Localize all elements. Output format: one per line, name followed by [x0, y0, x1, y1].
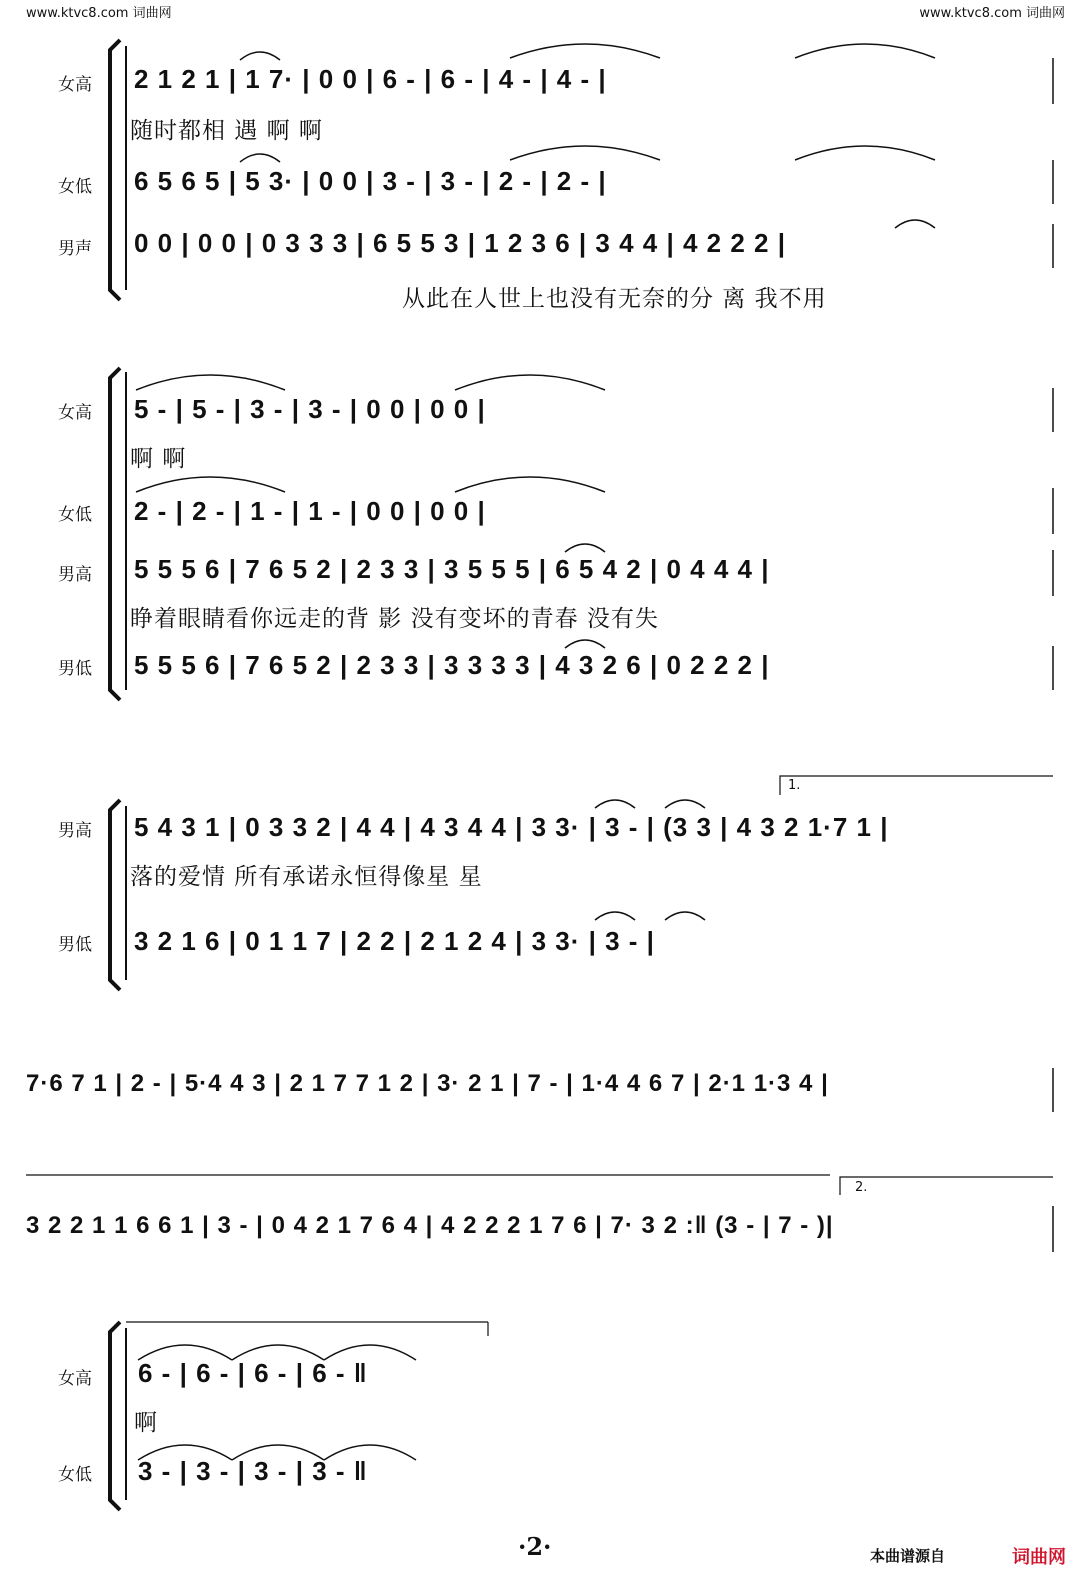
system1-soprano-lyric: 随时都相 遇 啊 啊 — [130, 118, 323, 144]
system1-men-notes: 0 0 | 0 0 | 0 3 3 3 | 6 5 5 3 | 1 2 3 6 | 3 4 4 | 4 2 2 2 | — [134, 228, 786, 258]
system3-tenor-lyric: 落的爱情 所有承诺永恒得像星 星 — [130, 864, 483, 890]
system2-brace — [110, 368, 120, 700]
part-label-bass: 男低 — [58, 935, 92, 955]
part-label-soprano: 女高 — [58, 403, 92, 423]
header-left-watermark: www.ktvc8.com 词曲网 — [26, 6, 172, 21]
page-number: ·2· — [518, 1532, 552, 1561]
system1-brace — [110, 40, 120, 300]
volta2-bracket — [840, 1177, 1053, 1195]
volta-1-label: 1. — [788, 778, 801, 793]
part-label-soprano: 女高 — [58, 1369, 92, 1389]
part-label-soprano: 女高 — [58, 75, 92, 95]
header-right-watermark: www.ktvc8.com 词曲网 — [919, 6, 1065, 21]
slur — [455, 477, 605, 492]
site-logo: 词曲网 — [1012, 1547, 1066, 1568]
interlude-line-1: 7·6 7 1 | 2 - | 5·4 4 3 | 2 1 7 7 1 2 | 3· 2 1 | 7 - | 1·4 4 6 7 | 2·1 1·3 4 | — [26, 1070, 829, 1097]
system2-tenor-notes: 5 5 5 6 | 7 6 5 2 | 2 3 3 | 3 5 5 5 | 6 5 4 2 | 0 4 4 4 | — [134, 554, 770, 584]
part-label-bass: 男低 — [58, 659, 92, 679]
part-label-men: 男声 — [58, 239, 92, 259]
slur — [510, 44, 660, 58]
ending-soprano-notes: 6 - | 6 - | 6 - | 6 - ‖ — [138, 1358, 368, 1388]
part-label-tenor: 男高 — [58, 565, 92, 585]
ending-soprano-lyric: 啊 — [134, 1410, 158, 1436]
system2-soprano-lyric: 啊 啊 — [130, 446, 187, 472]
part-label-alto: 女低 — [58, 177, 92, 197]
system2-alto-notes: 2 - | 2 - | 1 - | 1 - | 0 0 | 0 0 | — [134, 496, 486, 526]
system2-bass-notes: 5 5 5 6 | 7 6 5 2 | 2 3 3 | 3 3 3 3 | 4 3 2 6 | 0 2 2 2 | — [134, 650, 770, 680]
system2-soprano-notes: 5 - | 5 - | 3 - | 3 - | 0 0 | 0 0 | — [134, 394, 486, 424]
slur — [510, 146, 660, 160]
slur — [455, 375, 605, 390]
system1-alto-notes: 6 5 6 5 | 5 3· | 0 0 | 3 - | 3 - | 2 - | 2 - | — [134, 166, 607, 196]
volta1-bracket — [780, 776, 1053, 795]
system3-brace — [110, 800, 120, 990]
system1-soprano-notes: 2 1 2 1 | 1 7· | 0 0 | 6 - | 6 - | 4 - | 4 - | — [134, 64, 607, 94]
system3-bass-notes: 3 2 1 6 | 0 1 1 7 | 2 2 | 2 1 2 4 | 3 3· | 3 - | — [134, 926, 655, 956]
system1-men-lyric: 从此在人世上也没有无奈的分 离 我不用 — [402, 286, 827, 312]
ending-alto-notes: 3 - | 3 - | 3 - | 3 - ‖ — [138, 1456, 368, 1486]
slur — [136, 477, 285, 492]
volta-2-label: 2. — [855, 1180, 868, 1195]
system2-tenor-lyric: 睁着眼睛看你远走的背 影 没有变坏的青春 没有失 — [130, 606, 659, 632]
slur — [795, 146, 935, 160]
part-label-tenor: 男高 — [58, 821, 92, 841]
ending-brace — [110, 1322, 120, 1510]
system3-tenor-notes: 5 4 3 1 | 0 3 3 2 | 4 4 | 4 3 4 4 | 3 3· | 3 - | (3 3 | 4 3 2 1·7 1 | — [134, 812, 889, 842]
source-text: 本曲谱源自 — [870, 1547, 946, 1565]
interlude-line-2: 3 2 2 1 1 6 6 1 | 3 - | 0 4 2 1 7 6 4 | 4 2 2 2 1 7 6 | 7· 3 2 :‖ (3 - | 7 - )| — [26, 1212, 834, 1239]
slur — [136, 375, 285, 390]
part-label-alto: 女低 — [58, 1465, 92, 1485]
part-label-alto: 女低 — [58, 505, 92, 525]
slur — [795, 44, 935, 58]
